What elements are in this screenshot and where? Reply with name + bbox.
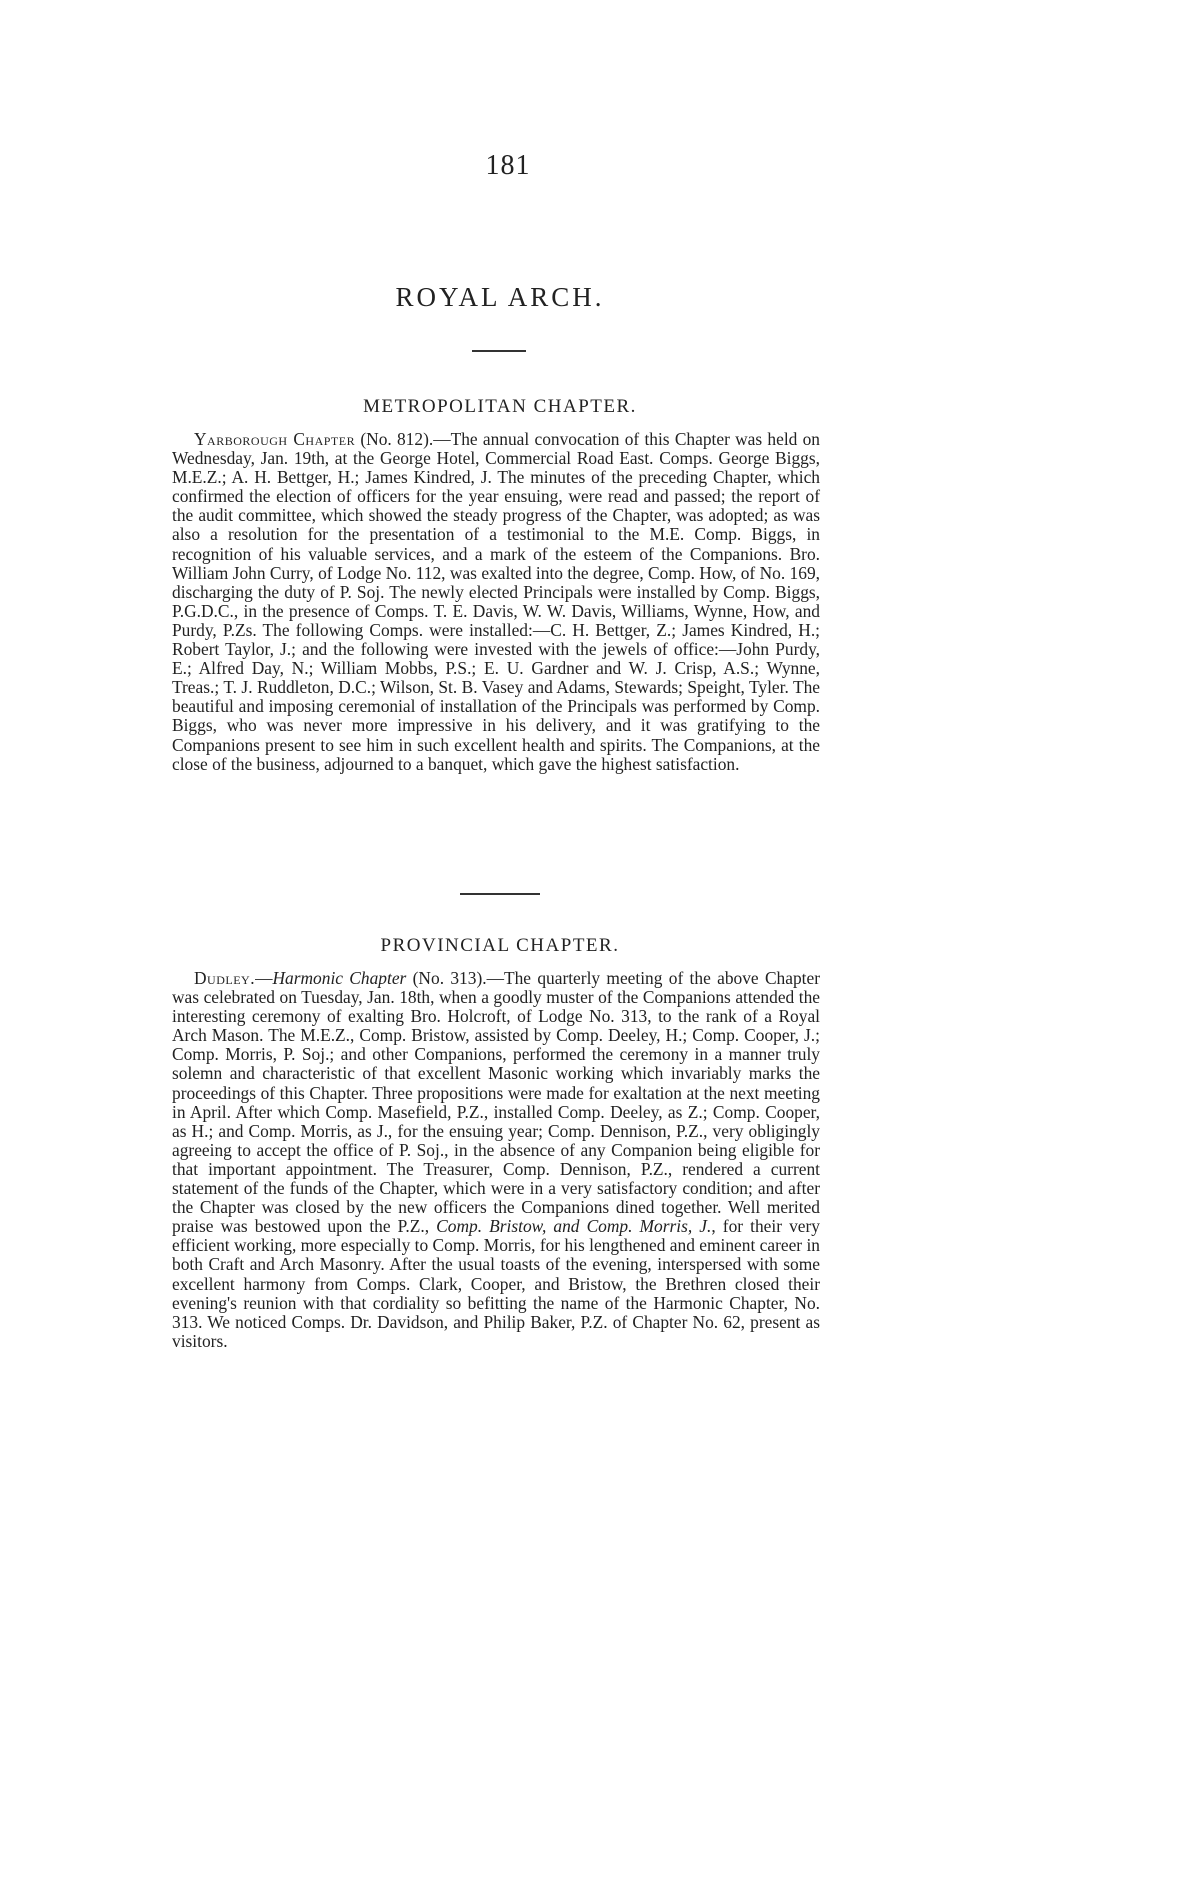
- provincial-heading: PROVINCIAL CHAPTER.: [380, 935, 620, 956]
- section-title: ROYAL ARCH.: [395, 282, 605, 312]
- metropolitan-heading: METROPOLITAN CHAPTER.: [363, 396, 637, 417]
- provincial-dash: —: [255, 968, 273, 988]
- metropolitan-lead: Yarborough Chapter: [194, 429, 356, 449]
- provincial-body-part1: (No. 313).—The quarterly meeting of the above Chapter was celebrated on Tuesday, Jan. 18th, when a goodly muster of the Companions attended the interesting ceremony of exalting Bro. Holcroft, of Lodge No. 313, to the rank of a Royal Arch Mason. The M.E.Z., Comp. Bristow, assisted by Comp. Deeley, H.; Comp. Cooper, J.; Comp. Morris, P. Soj.; and other Companions, performed the ceremony in a manner truly solemn and characteristic of that excellent Masonic working which invariably marks the proceedings of this Chapter. Three propositions were made for exaltation at the next meeting in April. After which Comp. Masefield, P.Z., installed Comp. Deeley, as Z.; Comp. Cooper, as H.; and Comp. Morris, as J., for the ensuing year; Comp. Dennison, P.Z., very obligingly agreeing to accept the office of P. Soj., in the absence of any Companion being eligible for that important appointment. The Treasurer, Comp. Dennison, P.Z., rendered a current statement of the funds of the Chapter, which were in a very satisfactory condition; and after the Chapter was closed by the new officers the Companions dined together. Well merited praise was bestowed upon the P.Z.,: [172, 968, 821, 1237]
- provincial-italic-names: Comp. Bristow, and Comp. Morris, J.: [436, 1216, 712, 1237]
- section-divider-rule: [460, 893, 540, 895]
- provincial-article: [172, 969, 820, 1351]
- metropolitan-body: (No. 812).—The annual convocation of this Chapter was held on Wednesday, Jan. 19th, at the George Hotel, Commercial Road East. Comps. George Biggs, M.E.Z.; A. H. Bettger, H.; James Kindred, J. The minutes of the preceding Chapter, which confirmed the election of officers for the year ensuing, were read and passed; the report of the audit committee, which showed the steady progress of the Chapter, was adopted; as was also a resolution for the presentation of a testimonial to the M.E. Comp. Biggs, in recognition of his valuable services, and a mark of the esteem of the Companions. Bro. William John Curry, of Lodge No. 112, was exalted into the degree, Comp. How, of No. 169, discharging the duty of P. Soj. The newly elected Principals were installed by Comp. Biggs, P.G.D.C., in the presence of Comps. T. E. Davis, W. W. Davis, Williams, Wynne, How, and Purdy, P.Zs. The following Comps. were installed:—C. H. Bettger, Z.; James Kindred, H.; Robert Taylor, J.; and the following were invested with the jewels of office:—John Purdy, E.; Alfred Day, N.; William Mobbs, P.S.; E. U. Gardner and W. J. Crisp, A.S.; Wynne, Treas.; T. J. Ruddleton, D.C.; Wilson, St. B. Vasey and Adams, Stewards; Speight, Tyler. The beautiful and imposing ceremonial of installation of the Principals was performed by Comp. Biggs, who was never more impressive in his delivery, and it was gratifying to the Companions present to see him in such excellent health and spirits. The Companions, at the close of the business, adjourned to a banquet, which gave the highest satisfaction.: [172, 429, 820, 774]
- title-rule: [472, 350, 526, 352]
- provincial-chapter-name: Harmonic Chapter: [272, 968, 407, 988]
- metropolitan-article: [172, 430, 820, 774]
- provincial-lead: Dudley.: [194, 968, 256, 988]
- provincial-body-part2: , for their very efficient working, more especially to Comp. Morris, for his lengthened and eminent career in both Craft and Arch Masonry. After the usual toasts of the evening, interspersed with some excellent harmony from Comps. Clark, Cooper, and Bristow, the Brethren closed their evening's reunion with that cordiality so befitting the name of the Harmonic Chapter, No. 313. We noticed Comps. Dr. Davidson, and Philip Baker, P.Z. of Chapter No. 62, present as visitors.: [172, 1216, 820, 1351]
- page-number: 181: [485, 150, 531, 181]
